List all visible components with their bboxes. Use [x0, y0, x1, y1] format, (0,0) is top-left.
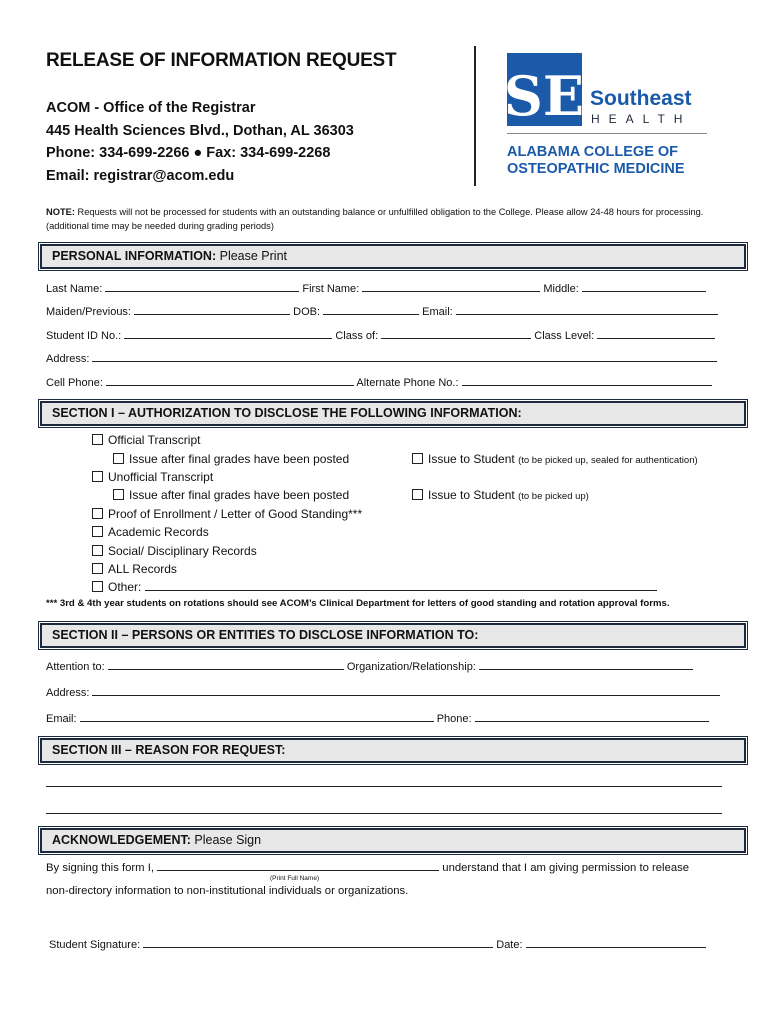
checkbox-official[interactable]: [92, 434, 103, 445]
recipient-email-field[interactable]: [80, 711, 434, 722]
row-address: [46, 351, 717, 365]
middle-field[interactable]: [582, 281, 706, 292]
ack-sentence-end: understand that I am giving permission to release: [442, 862, 690, 874]
institution-logo: [505, 53, 715, 183]
ack-sentence-start: By signing this form I,: [46, 862, 154, 874]
checkbox-unofficial[interactable]: [92, 471, 103, 482]
brand-sub: HEALTH: [591, 112, 692, 126]
dob-field[interactable]: [323, 304, 419, 315]
recipient-address-label: Address:: [46, 687, 90, 699]
checkbox-social[interactable]: [92, 545, 103, 556]
section-3-header: [40, 738, 746, 763]
class-level-field[interactable]: [597, 328, 715, 339]
row-names: [46, 281, 706, 295]
recipient-phone-label: Phone:: [436, 713, 472, 725]
checkbox-academic[interactable]: [92, 526, 103, 537]
rotation-footnote: *** 3rd & 4th year students on rotations should see ACOM’s Clinical Department for letters of good standing and rotation approval forms.: [46, 598, 670, 609]
student-id-label: Student ID No.:: [46, 330, 122, 342]
maiden-label: Maiden/Previous:: [46, 306, 131, 318]
recipient-phone-field[interactable]: [475, 711, 709, 722]
date-label: Date:: [496, 939, 523, 951]
header-divider: [474, 46, 476, 186]
office-address: 445 Health Sciences Blvd., Dothan, AL 36303: [46, 122, 354, 139]
ack-sentence-line-1: [46, 860, 689, 874]
first-name-field[interactable]: [362, 281, 540, 292]
processing-note: [46, 205, 736, 233]
checkbox-enrollment[interactable]: [92, 508, 103, 519]
other-field[interactable]: [145, 580, 657, 591]
svg-text:SE: SE: [505, 64, 585, 128]
enrollment-option[interactable]: Proof of Enrollment / Letter of Good Standing***: [92, 507, 362, 521]
section-2-heading: SECTION II – PERSONS OR ENTITIES TO DISCLOSE INFORMATION TO:: [52, 628, 479, 642]
academic-records-option[interactable]: Academic Records: [92, 525, 209, 539]
print-full-name-field[interactable]: [157, 860, 439, 871]
row-recipient-contact: [46, 711, 709, 725]
row-signature: [49, 937, 706, 951]
section-3-heading: SECTION III – REASON FOR REQUEST:: [52, 743, 286, 757]
checkbox-official-final[interactable]: [113, 453, 124, 464]
email-label: Email:: [422, 306, 453, 318]
checkbox-other[interactable]: [92, 581, 103, 592]
form-title: RELEASE OF INFORMATION REQUEST: [46, 50, 397, 71]
organization-field[interactable]: [479, 659, 693, 670]
unofficial-transcript-option[interactable]: Unofficial Transcript: [92, 470, 213, 484]
row-student-id: [46, 328, 715, 342]
ack-heading-note: Please Sign: [194, 833, 262, 847]
print-name-hint: (Print Full Name): [270, 875, 320, 882]
southeast-health-logo-icon: [505, 53, 715, 183]
college-line-2: OSTEOPATHIC MEDICINE: [507, 161, 685, 177]
office-phone-fax: Phone: 334-699-2266 ● Fax: 334-699-2268: [46, 145, 331, 161]
signature-field[interactable]: [143, 937, 493, 948]
organization-label: Organization/Relationship:: [346, 661, 476, 673]
section-2-header: [40, 623, 746, 648]
personal-heading-note: Please Print: [219, 249, 288, 263]
ack-heading: ACKNOWLEDGEMENT:: [52, 833, 191, 847]
unofficial-issue-student-option[interactable]: Issue to Student (to be picked up): [412, 488, 589, 502]
cell-phone-label: Cell Phone:: [46, 377, 103, 389]
social-records-option[interactable]: Social/ Disciplinary Records: [92, 544, 257, 558]
acknowledgement-header: [40, 828, 746, 853]
official-issue-student-option[interactable]: Issue to Student (to be picked up, sealed for authentication): [412, 452, 698, 466]
ack-sentence-line-2: non-directory information to non-institutional individuals or organizations.: [46, 885, 409, 897]
official-final-grades-option[interactable]: Issue after final grades have been posted: [113, 452, 349, 466]
checkbox-unofficial-final[interactable]: [113, 489, 124, 500]
reason-field-1[interactable]: [46, 776, 722, 787]
note-text: Requests will not be processed for students with an outstanding balance or unfulfilled obligation to the College. Please allow 24-48 hours for processing. (additional time may be needed during grading periods): [46, 207, 704, 231]
section-1-header: [40, 401, 746, 426]
alt-phone-field[interactable]: [462, 375, 712, 386]
address-field[interactable]: [92, 351, 717, 362]
reason-line-1[interactable]: [46, 776, 722, 790]
official-transcript-option[interactable]: Official Transcript: [92, 433, 200, 447]
last-name-field[interactable]: [105, 281, 299, 292]
checkbox-official-issue[interactable]: [412, 453, 423, 464]
unofficial-final-grades-option[interactable]: Issue after final grades have been posted: [113, 488, 349, 502]
signature-label: Student Signature:: [49, 939, 141, 951]
office-name: ACOM - Office of the Registrar: [46, 100, 256, 116]
row-attention: [46, 659, 693, 673]
reason-line-2[interactable]: [46, 803, 722, 817]
recipient-email-label: Email:: [46, 713, 77, 725]
last-name-label: Last Name:: [46, 283, 103, 295]
student-id-field[interactable]: [124, 328, 332, 339]
personal-info-header: [40, 244, 746, 269]
recipient-address-field[interactable]: [92, 685, 720, 696]
attention-label: Attention to:: [46, 661, 105, 673]
section-1-heading: SECTION I – AUTHORIZATION TO DISCLOSE THE FOLLOWING INFORMATION:: [52, 406, 522, 420]
middle-label: Middle:: [543, 283, 579, 295]
checkbox-all[interactable]: [92, 563, 103, 574]
address-label: Address:: [46, 353, 90, 365]
alt-phone-label: Alternate Phone No.:: [356, 377, 459, 389]
brand-name: Southeast: [590, 87, 692, 110]
class-level-label: Class Level:: [534, 330, 595, 342]
email-field[interactable]: [456, 304, 718, 315]
dob-label: DOB:: [293, 306, 321, 318]
reason-field-2[interactable]: [46, 803, 722, 814]
note-label: NOTE:: [46, 207, 75, 217]
all-records-option[interactable]: ALL Records: [92, 562, 177, 576]
date-field[interactable]: [526, 937, 706, 948]
other-option[interactable]: Other:: [92, 580, 657, 594]
row-recipient-address: [46, 685, 720, 699]
college-line-1: ALABAMA COLLEGE OF: [507, 144, 679, 160]
row-phones: [46, 375, 712, 389]
maiden-field[interactable]: [134, 304, 290, 315]
registrar-contact: [46, 97, 354, 187]
office-email: Email: registrar@acom.edu: [46, 167, 235, 184]
class-of-label: Class of:: [335, 330, 379, 342]
class-of-field[interactable]: [381, 328, 531, 339]
checkbox-unofficial-issue[interactable]: [412, 489, 423, 500]
row-maiden: [46, 304, 718, 318]
cell-phone-field[interactable]: [106, 375, 354, 386]
attention-field[interactable]: [108, 659, 344, 670]
first-name-label: First Name:: [302, 283, 360, 295]
personal-heading: PERSONAL INFORMATION:: [52, 249, 217, 263]
